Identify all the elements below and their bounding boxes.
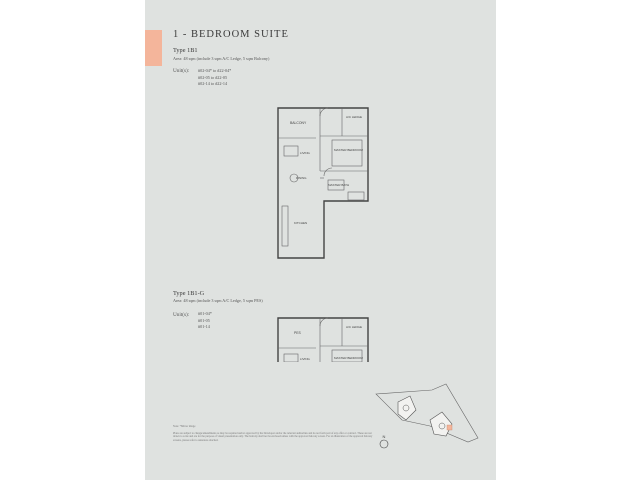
floorplan-1b1-g	[276, 316, 370, 362]
unit-type-title: Type 1B1	[173, 47, 198, 54]
unit-type-title: Type 1B1-G	[173, 290, 205, 297]
section-title: 1 - BEDROOM SUITE	[173, 29, 289, 40]
disclaimer: Plans are subject to change/amendments as may be required and/or approved by the Developer and/or the relevant authorities and do not form part of any offer or contract. These are not drawn to scale and are for the purpose of visual presentation only. The balcony shall not be enclosed unless with the approved balcony screen. For an illustration of the approved balcony screens, please refer to annexure attached.	[173, 431, 373, 442]
label-balcony: BALCONY	[290, 121, 307, 125]
label-master-bedroom: MASTER BEDROOM	[334, 148, 363, 152]
north-label: N	[382, 434, 386, 439]
label-ac-ledge: A/C LEDGE	[346, 325, 363, 329]
label-master-bath: MASTER BATH	[328, 183, 350, 187]
unit-range: #02-04* to #22-04*	[198, 68, 232, 73]
key-plan	[372, 380, 482, 460]
label-ac-ledge: A/C LEDGE	[346, 115, 363, 119]
floorplan-1b1	[276, 106, 370, 262]
label-pes: PES	[294, 331, 301, 335]
north-arrow-icon	[380, 440, 388, 448]
label-master-bedroom: MASTER BEDROOM	[334, 356, 363, 360]
units-list	[198, 68, 231, 88]
units-list	[198, 311, 212, 331]
units-label: Unit(s):	[173, 312, 190, 318]
unit-range: #01-05	[198, 317, 210, 323]
unit-range: #02-14 to #22-14	[198, 81, 228, 87]
label-kitchen: KITCHEN	[294, 221, 308, 225]
unit-type-area: Area: 48 sqm (include 3 sqm A/C Ledge, 5 sqm Balcony)	[173, 56, 270, 61]
unit-range: #01-14	[198, 324, 210, 330]
label-living: LIVING	[300, 151, 310, 155]
footer-notes	[173, 425, 373, 442]
label-dining: DINING	[296, 176, 307, 180]
unit-range: #01-04*	[198, 311, 212, 316]
unit-range: #02-05 to #22-05	[198, 74, 228, 80]
unit-type-area: Area: 48 sqm (include 3 sqm A/C Ledge, 5 sqm PES)	[173, 298, 263, 303]
mirror-note: Note: *Mirror image	[173, 425, 196, 428]
units-label: Unit(s):	[173, 68, 190, 74]
label-living: LIVING	[300, 357, 310, 361]
accent-bar	[145, 30, 162, 66]
